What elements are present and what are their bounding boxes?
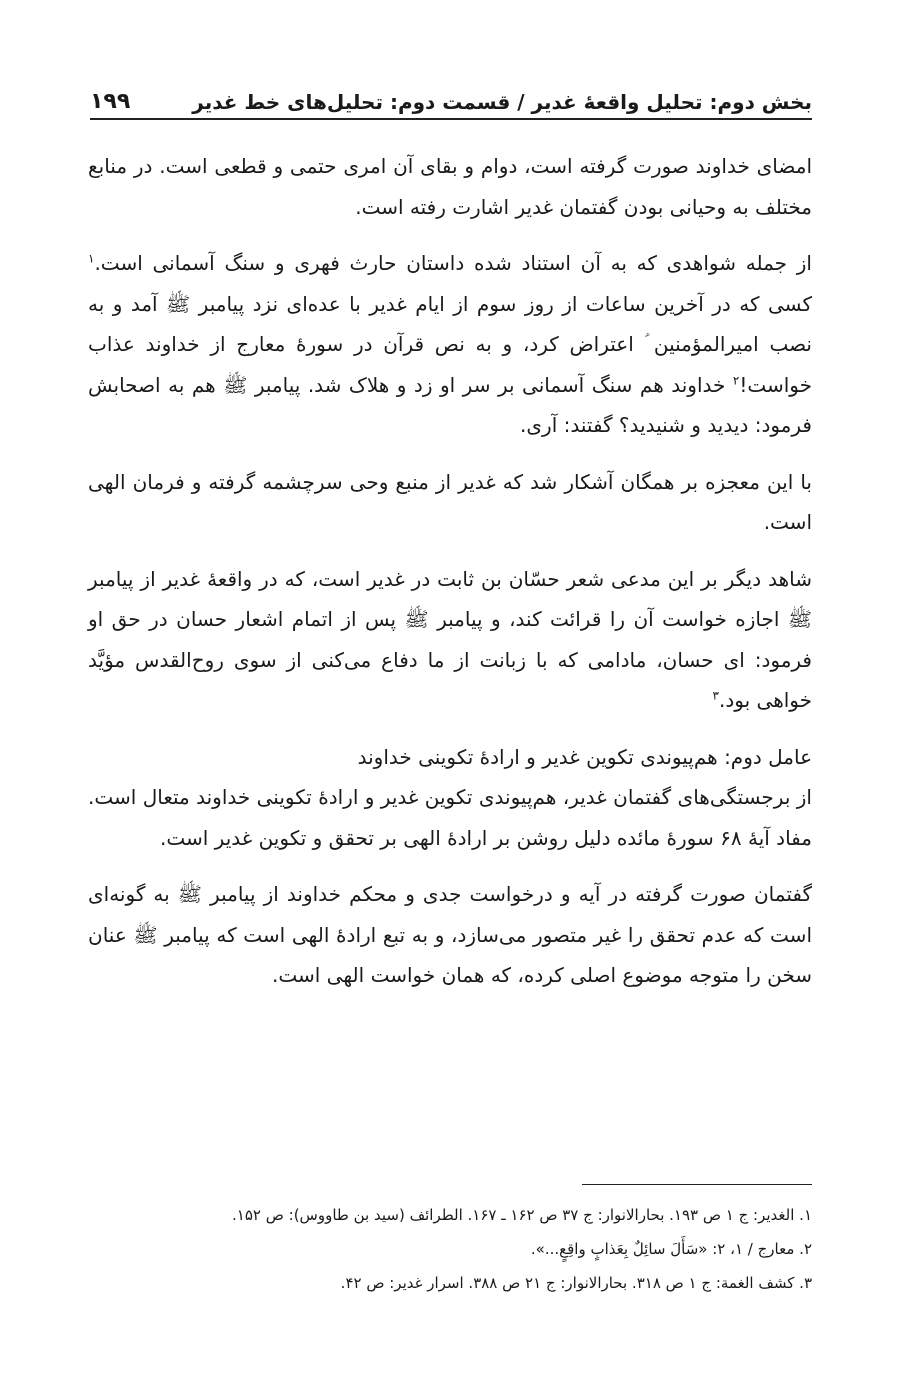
header-rule <box>90 118 812 120</box>
footnote-ref-1[interactable]: ۱ <box>88 251 95 266</box>
footnotes <box>88 1198 812 1300</box>
paragraph-1: امضای خداوند صورت گرفته است، دوام و بقای آن امری حتمی و قطعی است. در منابع مختلف به وحیانی بودن گفتمان غدیر اشارت رفته است. <box>88 154 812 219</box>
paragraph-2-part-b: کسی که در آخرین ساعات از روز سوم از ایام غدیر با عده‌ای نزد پیامبر ﷺ آمد و به نصب امیرالمؤمنین ؑ اعتراض کرد، و به نص قرآن در سورهٔ معارج از خداوند عذاب خواست! <box>88 291 812 397</box>
paragraph-2-part-c: خداوند هم سنگ آسمانی بر سر او زد و هلاک شد. پیامبر ﷺ هم به اصحابش فرمود: دیدید و شنیدید؟ گفتند: آری. <box>88 372 812 437</box>
footnote-ref-2[interactable]: ۲ <box>732 372 740 387</box>
footnote-rule <box>582 1184 812 1185</box>
running-header <box>90 74 812 114</box>
paragraph-2-part-a: از جمله شواهدی که به آن استناد شده داستان حارث فهری و سنگ آسمانی است. <box>94 251 812 275</box>
footnote-ref-3[interactable]: ۳ <box>712 688 719 703</box>
footnote-2: ۲. معارج / ۱، ۲: «سَأَلَ سائِلٌ بِعَذابٍ واقِعٍ...». <box>530 1240 812 1258</box>
paragraph-4 <box>88 559 812 721</box>
footnote-1: ۱. الغدیر: ج ۱ ص ۱۹۳. بحارالانوار: ج ۳۷ ص ۱۶۲ ـ ۱۶۷. الطرائف (سید بن طاووس): ص ۱۵۲. <box>232 1206 812 1224</box>
paragraph-2 <box>88 243 812 446</box>
paragraph-5: از برجستگی‌های گفتمان غدیر، هم‌پیوندی تکوین غدیر و ارادهٔ تکوینی خداوند متعال است. مفاد آیهٔ ۶۸ سورهٔ مائده دلیل روشن بر ارادهٔ الهی بر تحقق و تکوین غدیر است. <box>88 785 812 850</box>
section-heading: عامل دوم: هم‌پیوندی تکوین غدیر و ارادهٔ تکوینی خداوند <box>357 744 812 769</box>
footnote-3: ۳. کشف الغمة: ج ۱ ص ۳۱۸. بحارالانوار: ج ۲۱ ص ۳۸۸. اسرار غدیر: ص ۴۲. <box>340 1274 812 1292</box>
body-text <box>88 146 812 996</box>
paragraph-6: گفتمان صورت گرفته در آیه و درخواست جدی و محکم خداوند از پیامبر ﷺ به گونه‌ای است که عدم تحقق را غیر متصور می‌سازد، و به تبع ارادهٔ الهی است که پیامبر ﷺ عنان سخن را متوجه موضوع اصلی کرده، که همان خواست الهی است. <box>88 882 812 987</box>
paragraph-4-text: شاهد دیگر بر این مدعی شعر حسّان بن ثابت در غدیر است، که در واقعهٔ غدیر از پیامبر ﷺ اجازه خواست آن را قرائت کند، و پیامبر ﷺ پس از اتمام اشعار حسان در حق او فرمود: ای حسان، مادامی که با زبانت از ما دفاع می‌کنی از سوی روح‌القدس مؤیَّد خواهی بود. <box>88 566 812 712</box>
header-title: بخش دوم: تحلیل واقعهٔ غدیر / قسمت دوم: تحلیل‌های خط غدیر <box>192 90 812 114</box>
paragraph-3: با این معجزه بر همگان آشکار شد که غدیر از منبع وحی سرچشمه گرفته و فرمان الهی است. <box>88 469 812 534</box>
page-number: ۱۹۹ <box>90 89 131 114</box>
